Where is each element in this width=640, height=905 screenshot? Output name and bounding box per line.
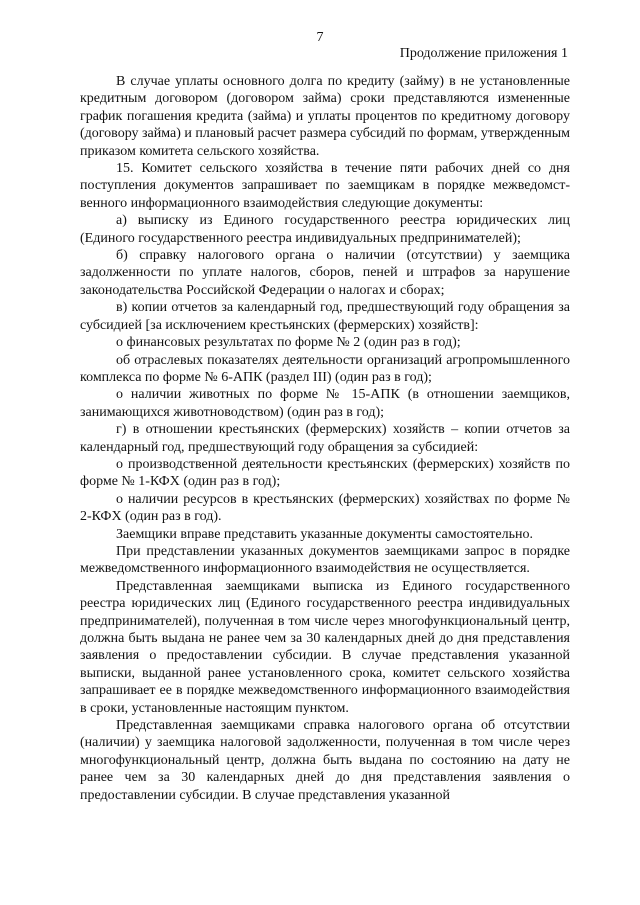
paragraph-form-1-kfh: о производственной деятельности крестьянских (фермерских) хозяйств по форме № 1-КФХ (один раз в год);: [80, 456, 570, 490]
paragraph-no-request: При представлении указанных документов заемщиками запрос в порядке межведомственного информационного взаимодействия не осуществляется.: [80, 543, 570, 577]
paragraph-form-2-kfh: о наличии ресурсов в крестьянских (фермерских) хозяйствах по форме № 2-КФХ (один раз в год).: [80, 491, 570, 525]
paragraph-form-2: о финансовых результатах по форме № 2 (один раз в год);: [116, 335, 461, 351]
paragraph-g-farm-reports: г) в отношении крестьянских (фермерских) хозяйств – копии отчетов за календарный год, предшествующий году обращения за субсидией:: [80, 422, 570, 455]
paragraph-b-tax-certificate: б) справку налогового органа о наличии (отсутствии) у заемщика задолженности по уплате налогов, сборов, пеней и штрафов за нарушение законодательства Российской Федерации о налогах и сборах;: [80, 248, 570, 298]
page-number: 7: [316, 30, 324, 45]
paragraph-a-registry-extract: а) выписку из Единого государственного реестра юридических лиц (Единого государственного реестра индивидуальных предпринимателей);: [80, 213, 570, 246]
paragraph-15-request: 15. Комитет сельского хозяйства в течение пяти рабочих дней со дня поступления документов запрашивает по заемщикам в порядке межведомственного информационного взаимодействия следующие документы:: [80, 161, 570, 211]
paragraph-tax-certificate-validity: Представленная заемщиками справка налогового органа об отсутствии (наличии) у заемщика налоговой задолженности, полученная в том числе через многофункциональный центр, должна быть выдана по состоянию на дату не ранее чем за 30 календарных дней до дня представления заявления о предоставлении субсидии. В случае представления указанной: [80, 718, 570, 803]
paragraph-self-submission: Заемщики вправе представить указанные документы самостоятельно.: [116, 526, 533, 542]
paragraph-v-report-copies: в) копии отчетов за календарный год, предшествующий году обращения за субсидией [за исключением крестьянских (фермерских) хозяйств]:: [80, 300, 570, 333]
appendix-continuation-label: Продолжение приложения 1: [399, 46, 568, 61]
paragraph-early-repayment: В случае уплаты основного долга по кредиту (займу) в не установленные кредитным договором (договором займа) сроки представляются измененные график погашения кредита (займа) и уплаты процентов по кредитному договору (договору займа) и плановый расчет размера субсидий по формам, утвержденным приказом комитета сельского хозяйства.: [80, 74, 571, 159]
paragraph-extract-validity: Представленная заемщиками выписка из Единого государственного реестра юридических лиц (Единого государственного реестра индивидуальных предпринимателей), полученная в том числе через многофункциональный центр, должна быть выдана не ранее чем за 30 календарных дней до дня представления заявления о предоставлении субсидии. В случае представления указанной выписки, выданной ранее установленного срока, комитет сельского хозяйства запрашивает ее в порядке межведомственного информационного взаимодействия в сроки, установленные настоящим пунктом.: [80, 578, 570, 716]
paragraph-form-15-apk: о наличии животных по форме № 15-АПК (в отношении заемщиков, занимающихся животноводством) (один раз в год);: [80, 387, 570, 420]
paragraph-form-6-apk: об отраслевых показателях деятельности организаций агропромышленного комплекса по форме № 6-АПК (раздел III) (один раз в год);: [80, 352, 570, 385]
document-body: [80, 73, 570, 804]
